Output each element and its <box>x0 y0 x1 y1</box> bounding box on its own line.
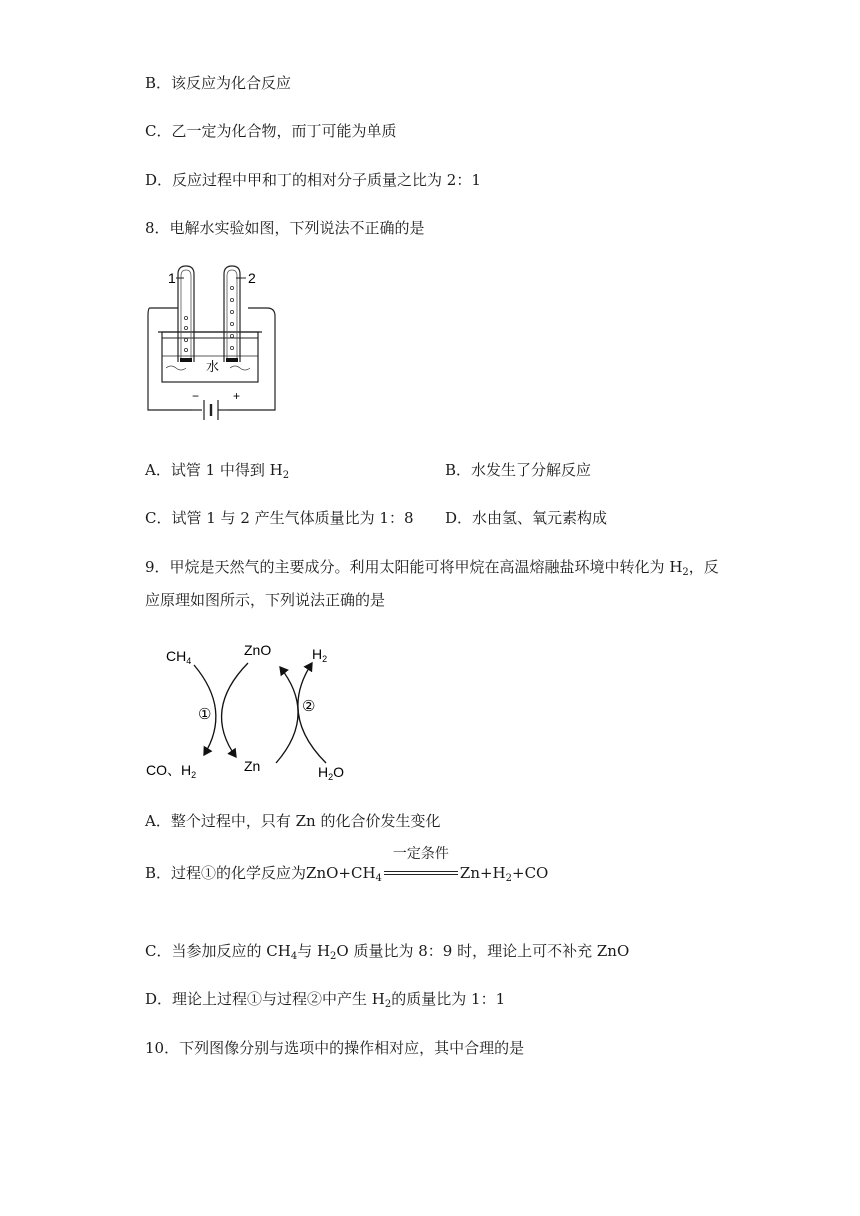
question-9-stem-line-2: 应原理如图所示，下列说法正确的是 <box>145 591 386 609</box>
question-8-stem: 8．电解水实验如图，下列说法不正确的是 <box>145 219 425 237</box>
question-9-option-c: C．当参加反应的 $CH_4$与 $H_2O$ 质量比为 8：9 时，理论上可不补充 ZnO <box>145 942 630 962</box>
water-label: 水 <box>206 359 220 374</box>
question-9-option-a: A．整个过程中，只有 Zn 的化合价发生变化 <box>145 812 441 830</box>
option-c-prev: C．乙一定为化合物，而丁可能为单质 <box>145 122 397 140</box>
zno-label: ZnO <box>244 642 272 658</box>
ch4-label: $CH_4$ <box>166 648 192 666</box>
question-8-option-a: A．试管 1 中得到 $H_2$ <box>145 461 290 481</box>
question-9-option-d: D．理论上过程①与过程②中产生 $H_2$的质量比为 1：1 <box>145 990 506 1010</box>
electrolysis-apparatus-figure <box>140 258 285 433</box>
methane-conversion-figure <box>140 635 360 785</box>
option-d-prev: D．反应过程中甲和丁的相对分子质量之比为 2：1 <box>145 171 481 189</box>
co-h2-label: CO、$H_2$ <box>146 762 197 780</box>
tube-2-label: 2 <box>248 270 256 286</box>
h2o-label: $H_2O$ <box>318 764 345 782</box>
option-b-prev: B．该反应为化合反应 <box>145 74 292 92</box>
step-2-label: ② <box>302 698 316 715</box>
h2-label: $H_2$ <box>312 646 328 664</box>
question-9-stem-line-1: 9．甲烷是天然气的主要成分。利用太阳能可将甲烷在高温熔融盐环境中转化为 $H_2$，反 <box>145 558 719 578</box>
negative-terminal-label: − <box>192 389 200 403</box>
question-8-option-b: B．水发生了分解反应 <box>445 461 592 479</box>
question-10-stem: 10．下列图像分别与选项中的操作相对应，其中合理的是 <box>145 1039 525 1057</box>
question-9-option-b: B．过程①的化学反应为$ZnO+CH_4$ 一定条件 $Zn+H_2+CO$ <box>145 846 549 884</box>
positive-terminal-label: + <box>233 389 241 403</box>
question-8-option-d: D．水由氢、氧元素构成 <box>445 509 608 527</box>
zn-label: Zn <box>244 758 261 774</box>
tube-1-label: 1 <box>168 270 176 286</box>
question-8-option-c: C．试管 1 与 2 产生气体质量比为 1：8 <box>145 509 414 527</box>
step-1-label: ① <box>198 706 212 723</box>
reaction-condition-arrow: 一定条件 <box>384 863 458 883</box>
